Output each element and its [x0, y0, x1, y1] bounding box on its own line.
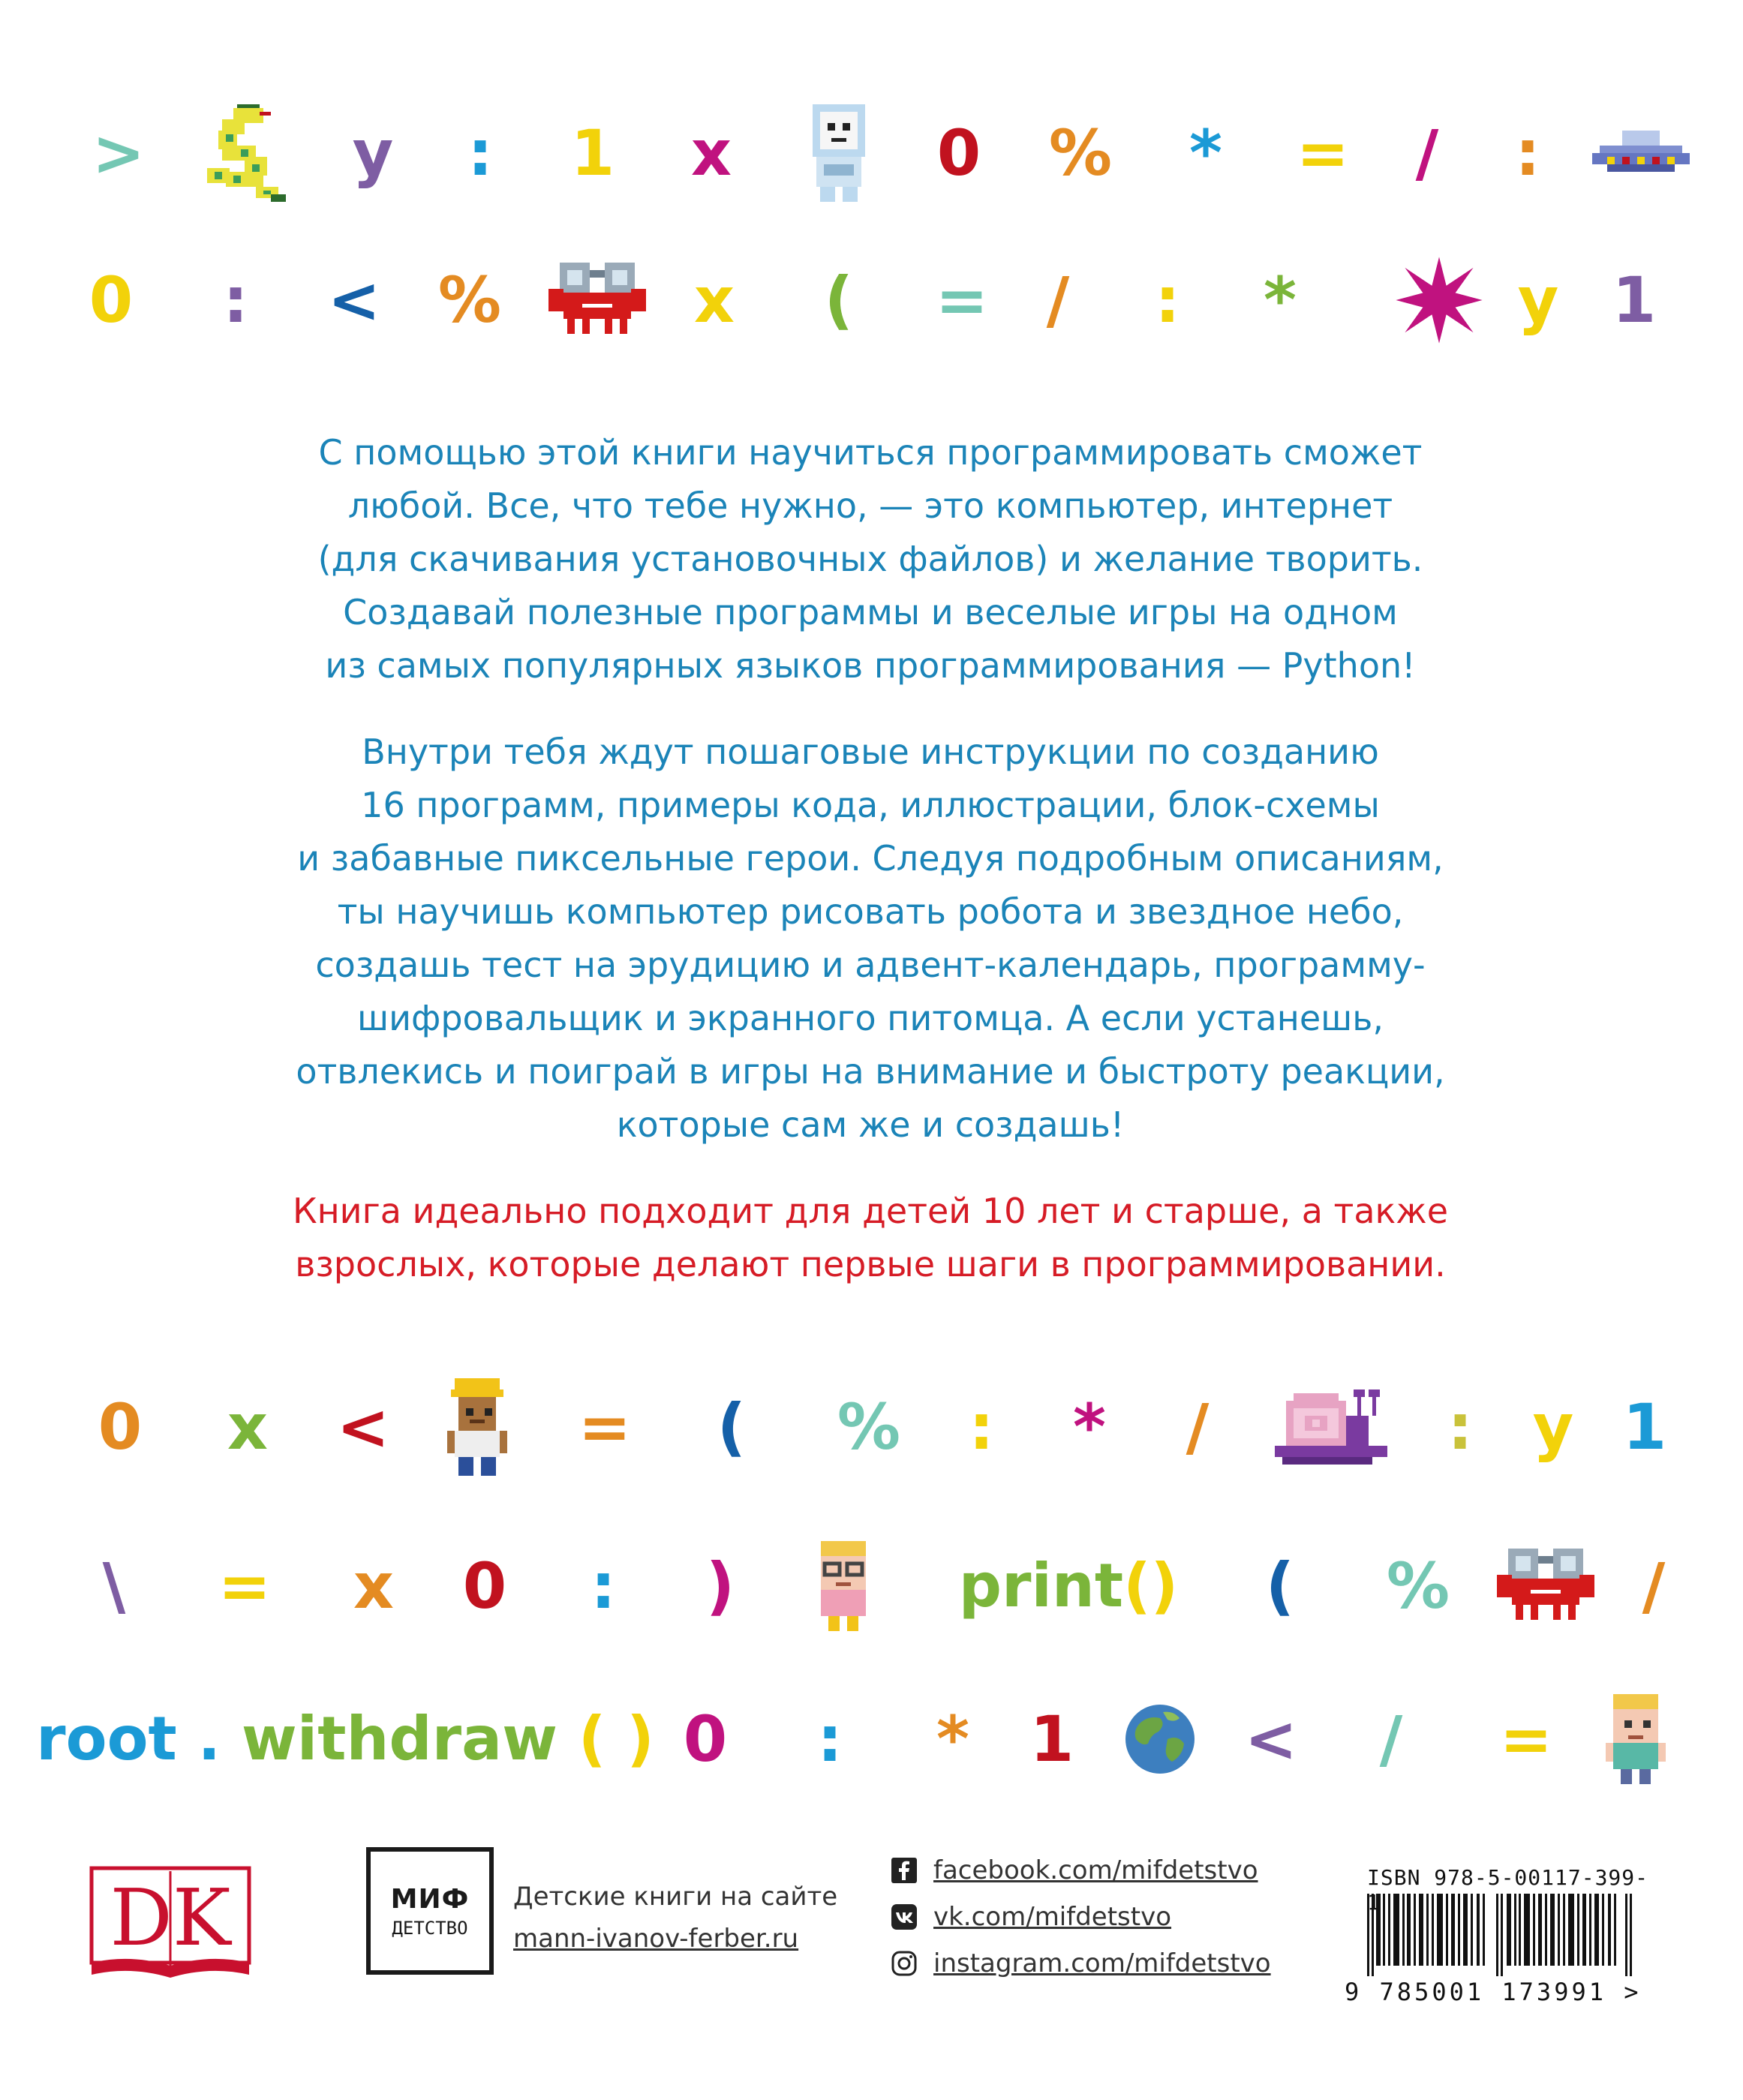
text-line: Внутри тебя ждут пошаговые инструкции по созданию — [362, 732, 1379, 772]
symbol-lt: < — [327, 263, 381, 337]
mif-logo-text: МИФ — [390, 1883, 470, 1915]
symbol-percent: % — [1048, 116, 1113, 190]
code-token: () — [1123, 1551, 1179, 1621]
symbol-colon: : — [1515, 116, 1540, 190]
symbol-x: x — [690, 116, 732, 190]
symbol-asterisk: * — [1189, 116, 1222, 190]
symbol-1: 1 — [1612, 263, 1657, 337]
symbol-asterisk: * — [1073, 1390, 1106, 1464]
symbol-percent: % — [1386, 1549, 1450, 1623]
symbol-colon: : — [1155, 263, 1180, 337]
symbol-1: 1 — [1029, 1702, 1074, 1776]
symbol-x: x — [693, 263, 735, 337]
symbol-equals: = — [1296, 116, 1350, 190]
symbol-gt: > — [92, 116, 146, 190]
ufo-icon — [1588, 93, 1693, 213]
symbol-slash: / — [1642, 1549, 1666, 1623]
symbol-asterisk: * — [1264, 263, 1297, 337]
kid-icon — [1602, 1679, 1669, 1799]
description-paragraph-2 — [195, 726, 1546, 1152]
mif-logo-subtext: ДЕТСТВО — [392, 1917, 468, 1939]
symbol-paren-open: ( — [1265, 1549, 1295, 1623]
astronaut-icon — [801, 93, 876, 213]
symbol-1: 1 — [570, 116, 615, 190]
symbol-percent: % — [837, 1390, 901, 1464]
social-link-text: facebook.com/mifdetstvo — [933, 1855, 1258, 1885]
text-line: любой. Все, что тебе нужно, — это компьютер, интернет — [347, 485, 1393, 526]
site-label: Детские книги на сайте — [513, 1882, 838, 1912]
code-token: print — [958, 1551, 1124, 1621]
isbn-digits: 9 785001 173991 > — [1345, 1978, 1642, 2006]
crab-robot-icon — [548, 240, 646, 360]
description — [195, 426, 1546, 1291]
symbol-row-2 — [0, 240, 1743, 360]
symbol-1: 1 — [1622, 1390, 1667, 1464]
vk-icon — [891, 1904, 917, 1930]
snail-icon — [1271, 1367, 1391, 1487]
builder-icon — [443, 1367, 511, 1487]
symbol-asterisk: * — [936, 1702, 969, 1776]
text-line: создашь тест на эрудицию и адвент-календарь, программу- — [315, 945, 1426, 985]
symbol-0: 0 — [89, 263, 134, 337]
symbol-y: y — [352, 116, 394, 190]
star-burst-icon — [1394, 240, 1484, 360]
code-print — [959, 1526, 1178, 1646]
symbol-0: 0 — [98, 1390, 143, 1464]
isbn-label: ISBN 978-5-00117-399- — [1367, 1865, 1649, 1890]
dk-logo — [86, 1861, 255, 1981]
symbol-colon: : — [223, 263, 248, 337]
social-links — [891, 1847, 1271, 1987]
social-link-vk[interactable] — [891, 1894, 1271, 1940]
audience-note — [195, 1185, 1546, 1291]
text-line: Создавай полезные программы и веселые игры на одном — [343, 592, 1398, 632]
symbol-paren-close: ) — [705, 1549, 735, 1623]
social-link-instagram[interactable] — [891, 1940, 1271, 1987]
symbol-row-5 — [0, 1679, 1743, 1799]
symbol-colon: : — [591, 1549, 616, 1623]
instagram-icon — [891, 1951, 917, 1976]
symbol-row-4 — [0, 1526, 1743, 1646]
text-line: взрослых, которые делают первые шаги в программировании. — [295, 1244, 1446, 1284]
facebook-icon — [891, 1858, 917, 1883]
text-line: из самых популярных языков программирования — Python! — [325, 645, 1416, 686]
mif-logo — [366, 1847, 494, 1975]
code-root-withdraw — [36, 1679, 654, 1799]
symbol-colon: : — [467, 116, 493, 190]
description-paragraph-1 — [195, 426, 1546, 692]
symbol-colon: : — [817, 1702, 843, 1776]
social-link-text: vk.com/mifdetstvo — [933, 1902, 1172, 1932]
symbol-0: 0 — [936, 116, 981, 190]
snake-icon — [188, 93, 301, 213]
code-token: root — [36, 1704, 177, 1774]
symbol-colon: : — [969, 1390, 994, 1464]
text-line: С помощью этой книги научиться программировать сможет — [318, 432, 1423, 473]
symbol-equals: = — [935, 263, 989, 337]
boy-glasses-icon — [810, 1526, 877, 1646]
site-link[interactable]: mann-ivanov-ferber.ru — [513, 1924, 799, 1954]
crab-robot-icon — [1497, 1526, 1594, 1646]
dk-text: DK — [110, 1872, 231, 1963]
symbol-x: x — [353, 1549, 395, 1623]
symbol-equals: = — [1499, 1702, 1553, 1776]
text-line: шифровальщик и экранного питомца. А если устанешь, — [357, 998, 1384, 1038]
earth-icon — [1122, 1679, 1198, 1799]
social-link-facebook[interactable] — [891, 1847, 1271, 1894]
social-link-text: instagram.com/mifdetstvo — [933, 1948, 1271, 1978]
symbol-colon: : — [1447, 1390, 1473, 1464]
symbol-lt: < — [336, 1390, 390, 1464]
symbol-row-1 — [0, 93, 1743, 213]
symbol-0: 0 — [683, 1702, 728, 1776]
site-info — [513, 1876, 837, 1960]
symbol-0: 0 — [462, 1549, 507, 1623]
symbol-paren-open: ( — [824, 263, 854, 337]
symbol-slash: / — [1186, 1390, 1210, 1464]
symbol-row-3 — [0, 1367, 1743, 1487]
code-token: withdraw — [241, 1704, 558, 1774]
isbn-barcode — [1345, 1865, 1660, 2008]
text-line: ты научишь компьютер рисовать робота и звездное небо, — [337, 891, 1404, 932]
symbol-equals: = — [578, 1390, 632, 1464]
text-line: и забавные пиксельные герои. Следуя подробным описаниям, — [297, 838, 1444, 879]
symbol-backslash: \ — [102, 1549, 126, 1623]
symbol-paren-open: ( — [717, 1390, 747, 1464]
symbol-y: y — [1517, 263, 1559, 337]
text-line: Книга идеально подходит для детей 10 лет и старше, а также — [292, 1191, 1449, 1231]
symbol-slash: / — [1415, 116, 1439, 190]
code-token: ( ) — [557, 1704, 654, 1774]
barcode-icon — [1367, 1894, 1634, 1976]
text-line: которые сам же и создашь! — [616, 1104, 1125, 1145]
symbol-slash: / — [1046, 263, 1070, 337]
symbol-x: x — [227, 1390, 269, 1464]
symbol-percent: % — [437, 263, 502, 337]
text-line: (для скачивания установочных файлов) и желание творить. — [317, 539, 1423, 579]
code-token: . — [176, 1704, 242, 1774]
text-line: отвлекись и поиграй в игры на внимание и быстроту реакции, — [296, 1051, 1445, 1092]
symbol-y: y — [1532, 1390, 1574, 1464]
symbol-lt: < — [1244, 1702, 1298, 1776]
text-line: 16 программ, примеры кода, иллюстрации, блок-схемы — [361, 785, 1380, 825]
symbol-equals: = — [218, 1549, 272, 1623]
symbol-slash: / — [1379, 1702, 1403, 1776]
